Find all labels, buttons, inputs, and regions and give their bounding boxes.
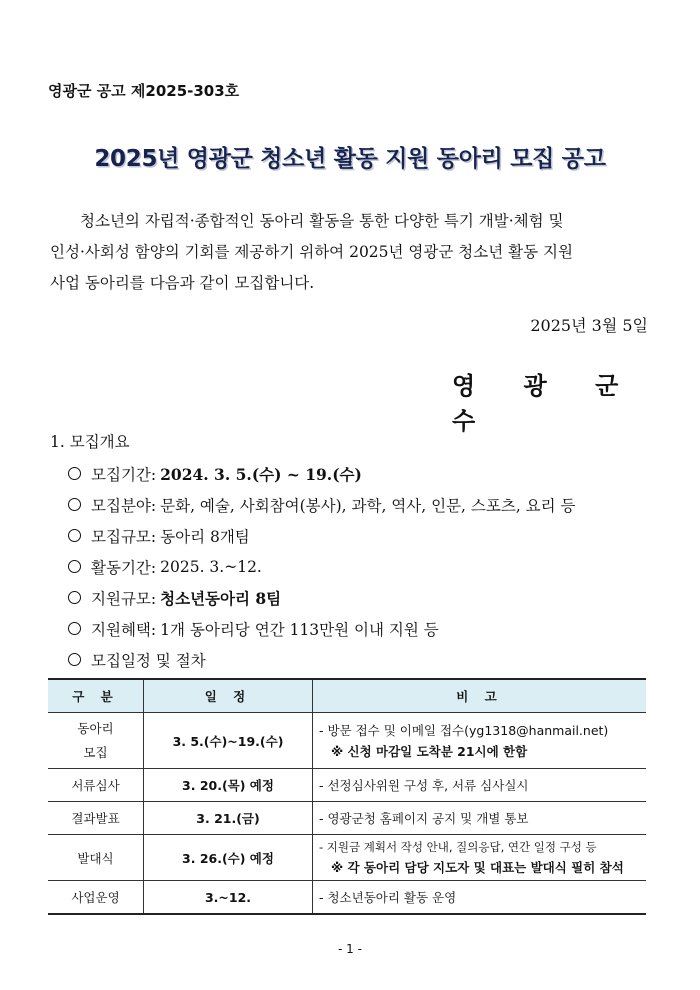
circle-bullet-icon xyxy=(68,622,81,635)
item-label: 모집분야: xyxy=(91,496,157,515)
document-title: 2025년 영광군 청소년 활동 지원 동아리 모집 공고 xyxy=(94,146,606,172)
category-cell: 결과발표 xyxy=(48,802,144,835)
list-item-activity-period xyxy=(68,551,576,582)
circle-bullet-icon xyxy=(68,529,81,542)
table-row xyxy=(48,769,646,802)
circle-bullet-icon xyxy=(68,467,81,480)
item-value: 1개 동아리당 연간 113만원 이내 지원 등 xyxy=(160,620,439,639)
remark-line: - 지원금 계획서 작성 안내, 질의응답, 연간 일정 구성 등 xyxy=(319,840,597,854)
item-value: 2024. 3. 5.(수) ~ 19.(수) xyxy=(160,464,362,484)
list-item-support-scale xyxy=(68,582,576,613)
list-item-scale xyxy=(68,520,576,551)
table-row xyxy=(48,881,646,915)
schedule-cell: 3. 21.(금) xyxy=(144,802,313,835)
circle-bullet-icon xyxy=(68,591,81,604)
item-label: 지원혜택: xyxy=(91,620,157,639)
remarks-cell xyxy=(313,802,647,835)
item-label: 모집규모: xyxy=(91,527,157,546)
intro-line: 청소년의 자립적·종합적인 동아리 활동을 통한 다양한 특기 개발·체험 및 xyxy=(80,212,564,230)
remark-note: ※ 각 동아리 담당 지도자 및 대표는 발대식 필히 참석 xyxy=(331,860,624,875)
column-header: 구 분 xyxy=(48,679,144,713)
schedule-cell: 3. 26.(수) 예정 xyxy=(144,835,313,881)
circle-bullet-icon xyxy=(68,653,81,666)
item-label: 모집일정 및 절차 xyxy=(91,651,206,670)
category-cell: 발대식 xyxy=(48,835,144,881)
circle-bullet-icon xyxy=(68,498,81,511)
list-item-schedule xyxy=(68,644,576,675)
item-label: 활동기간: xyxy=(91,558,157,577)
page-number: - 1 - xyxy=(338,942,362,956)
list-item-period xyxy=(68,458,576,489)
category-cell: 동아리 모집 xyxy=(48,713,144,769)
table-row xyxy=(48,713,646,769)
remark-line: - 선정심사위원 구성 후, 서류 심사실시 xyxy=(319,778,529,793)
notice-number: 영광군 공고 제2025-303호 xyxy=(48,82,240,100)
remarks-cell xyxy=(313,769,647,802)
list-item-benefit xyxy=(68,613,576,644)
remark-line: - 방문 접수 및 이메일 접수(yg1318@hanmail.net) xyxy=(319,723,609,738)
section-heading: 1. 모집개요 xyxy=(50,433,130,451)
item-label: 지원규모: xyxy=(91,589,157,608)
schedule-table xyxy=(48,678,646,915)
table-header-row xyxy=(48,679,646,713)
remark-note: ※ 신청 마감일 도착분 21시에 한함 xyxy=(331,744,528,759)
item-value: 청소년동아리 8팀 xyxy=(160,588,282,608)
remarks-cell xyxy=(313,835,647,881)
list-item-field xyxy=(68,489,576,520)
column-header: 일 정 xyxy=(144,679,313,713)
table-row xyxy=(48,802,646,835)
remark-line: - 영광군청 홈페이지 공지 및 개별 통보 xyxy=(319,811,529,826)
column-header: 비 고 xyxy=(313,679,647,713)
item-value: 문화, 예술, 사회참여(봉사), 과학, 역사, 인문, 스포츠, 요리 등 xyxy=(160,496,576,515)
item-label: 모집기간: xyxy=(91,465,157,484)
schedule-cell: 3.~12. xyxy=(144,881,313,915)
category-cell: 서류심사 xyxy=(48,769,144,802)
issuer-name: 영 광 군 수 xyxy=(452,371,639,435)
remark-line: - 청소년동아리 활동 운영 xyxy=(319,890,457,905)
remarks-cell xyxy=(313,713,647,769)
item-value: 동아리 8개팀 xyxy=(160,527,250,546)
schedule-cell: 3. 5.(수)~19.(수) xyxy=(144,713,313,769)
circle-bullet-icon xyxy=(68,560,81,573)
intro-line: 사업 동아리를 다음과 같이 모집합니다. xyxy=(50,274,315,292)
schedule-cell: 3. 20.(목) 예정 xyxy=(144,769,313,802)
category-cell: 사업운영 xyxy=(48,881,144,915)
intro-line: 인성·사회성 함양의 기회를 제공하기 위하여 2025년 영광군 청소년 활동 지원 xyxy=(50,243,573,261)
overview-list xyxy=(68,458,576,675)
table-row xyxy=(48,835,646,881)
item-value: 2025. 3.~12. xyxy=(160,557,262,576)
remarks-cell xyxy=(313,881,647,915)
notice-date: 2025년 3월 5일 xyxy=(530,316,648,335)
intro-paragraph xyxy=(50,206,650,299)
